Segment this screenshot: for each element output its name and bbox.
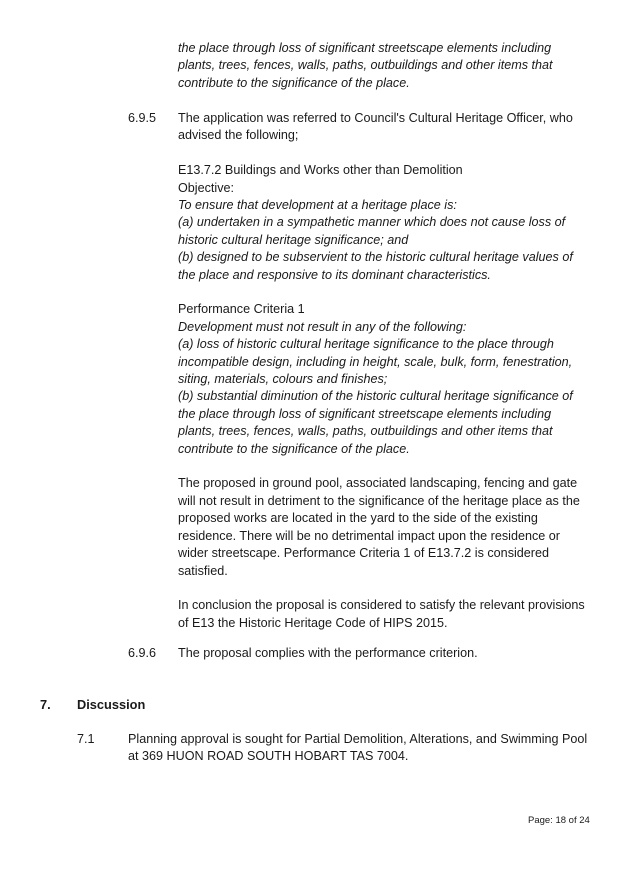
criteria-line: contribute to the significance of the place. (178, 441, 410, 456)
criteria-line: siting, materials, colours and finishes; (178, 372, 388, 387)
continued-quote (178, 40, 598, 92)
section-number-6-9-6: 6.9.6 (128, 646, 157, 660)
criteria-line: plants, trees, fences, walls, paths, outbuildings and other items that (178, 424, 553, 439)
criteria-line: (b) substantial diminution of the historic cultural heritage significance of (178, 389, 573, 404)
page-number: Page: 18 of 24 (528, 815, 590, 826)
assessment-line: The proposed in ground pool, associated landscaping, fencing and gate (178, 476, 578, 491)
section-7-1-body (128, 731, 598, 766)
body-line: Planning approval is sought for Partial Demolition, Alterations, and Swimming Pool (128, 732, 588, 746)
assessment-line: proposed works are located in the yard to the side of the existing (178, 511, 538, 526)
criteria-line: Development must not result in any of the following: (178, 319, 467, 334)
quote-line: the place through loss of significant streetscape elements including (178, 41, 552, 55)
section-number-6-9-5: 6.9.5 (128, 111, 157, 125)
assessment-line: will not result in detriment to the significance of the heritage place as the (178, 493, 580, 508)
criteria-line: incompatible design, including in height, scale, bulk, form, fenestration, (178, 354, 573, 369)
objective-line: (a) undertaken in a sympathetic manner which does not cause loss of (178, 215, 566, 230)
conclusion-line: In conclusion the proposal is considered to satisfy the relevant provisions (178, 598, 585, 613)
assessment-line: wider streetscape. Performance Criteria 1 of E13.7.2 is considered (178, 546, 549, 561)
criteria-line: (a) loss of historic cultural heritage significance to the place through (178, 337, 554, 352)
conclusion-line: of E13 the Historic Heritage Code of HIPS 2015. (178, 615, 448, 630)
objective-line: the place and responsive to its dominant characteristics. (178, 267, 491, 282)
quote-line: plants, trees, fences, walls, paths, outbuildings and other items that (178, 58, 553, 73)
clause-title: E13.7.2 Buildings and Works other than Demolition (178, 163, 463, 178)
heading-discussion: Discussion (77, 697, 146, 712)
section-number-7-1: 7.1 (77, 732, 95, 746)
criteria-label: Performance Criteria 1 (178, 302, 305, 317)
assessment-line: residence. There will be no detrimental impact upon the residence or (178, 528, 560, 543)
assessment-line: satisfied. (178, 563, 228, 578)
section-6-9-6-text: The proposal complies with the performance criterion. (178, 646, 478, 660)
objective-line: To ensure that development at a heritage place is: (178, 198, 457, 213)
body-line: at 369 HUON ROAD SOUTH HOBART TAS 7004. (128, 749, 409, 764)
quote-line: contribute to the significance of the place. (178, 75, 410, 90)
body-line: advised the following; (178, 128, 299, 143)
objective-line: (b) designed to be subservient to the historic cultural heritage values of (178, 250, 573, 265)
section-6-9-5-body (178, 110, 598, 632)
body-line: The application was referred to Council's Cultural Heritage Officer, who (178, 111, 573, 125)
objective-line: historic cultural heritage significance; and (178, 232, 409, 247)
heading-number: 7. (40, 697, 51, 712)
criteria-line: the place through loss of significant streetscape elements including (178, 406, 552, 421)
objective-label: Objective: (178, 180, 234, 195)
